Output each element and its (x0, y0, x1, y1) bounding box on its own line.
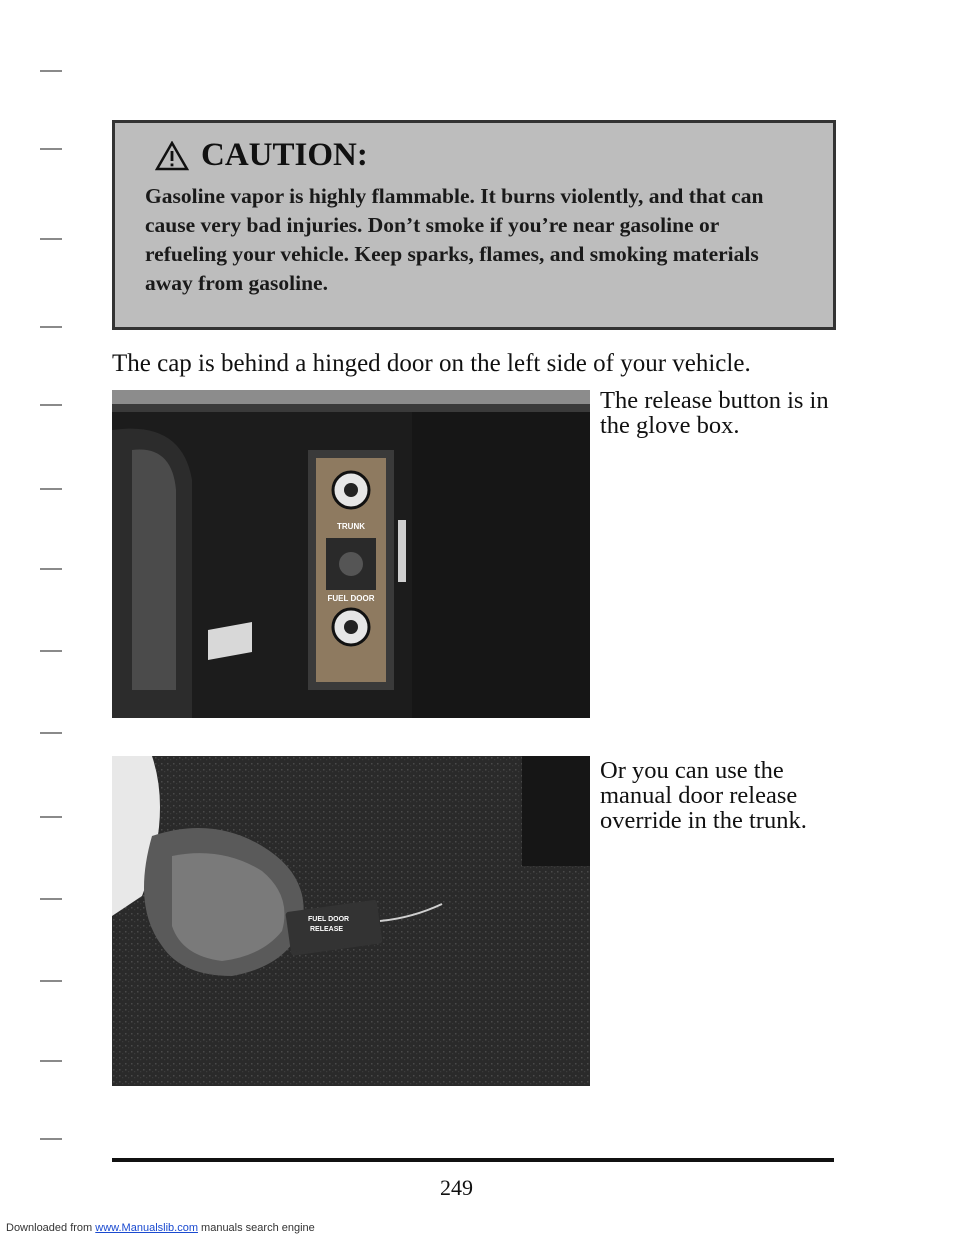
margin-tick (40, 1138, 62, 1140)
trunk-release-caption: Or you can use the manual door release override in the trunk. (600, 757, 807, 834)
page-number: 249 (440, 1175, 473, 1200)
footer-prefix: Downloaded from (6, 1222, 96, 1234)
footer-suffix: manuals search engine (197, 1222, 315, 1234)
margin-tick (40, 650, 62, 652)
warning-triangle-icon (155, 141, 189, 171)
glove-box-caption: The release button is in the glove box. (600, 387, 829, 439)
fuel-door-release-tag-line1: FUEL DOOR (308, 916, 350, 923)
trunk-release-photo (112, 756, 590, 1086)
caution-box (112, 120, 836, 330)
margin-tick (40, 488, 62, 490)
glove-box-photo (112, 390, 590, 718)
fuel-door-button-label: FUEL DOOR (327, 594, 375, 603)
margin-tick (40, 148, 62, 150)
margin-tick (40, 326, 62, 328)
margin-tick (40, 238, 62, 240)
fuel-door-release-tag-line2: RELEASE (310, 926, 344, 933)
margin-tick (40, 70, 62, 72)
margin-tick (40, 898, 62, 900)
page-rule (112, 1158, 834, 1162)
caution-heading (155, 137, 803, 174)
margin-tick (40, 732, 62, 734)
margin-tick (40, 816, 62, 818)
manualslib-link[interactable]: www.Manualslib.com (95, 1222, 198, 1234)
trunk-button-label: TRUNK (337, 522, 365, 531)
download-footer (6, 1222, 315, 1234)
margin-tick (40, 568, 62, 570)
margin-tick (40, 404, 62, 406)
caution-text: Gasoline vapor is highly flammable. It burns violently, and that can cause very bad injuries. Don’t smoke if you’re near gasoline or refueling your vehicle. Keep sparks, flames, and smoking materials away from gasoline. (145, 184, 764, 295)
intro-text: The cap is behind a hinged door on the left side of your vehicle. (112, 350, 751, 377)
margin-tick (40, 1060, 62, 1062)
caution-title: CAUTION: (201, 137, 368, 173)
margin-tick (40, 980, 62, 982)
